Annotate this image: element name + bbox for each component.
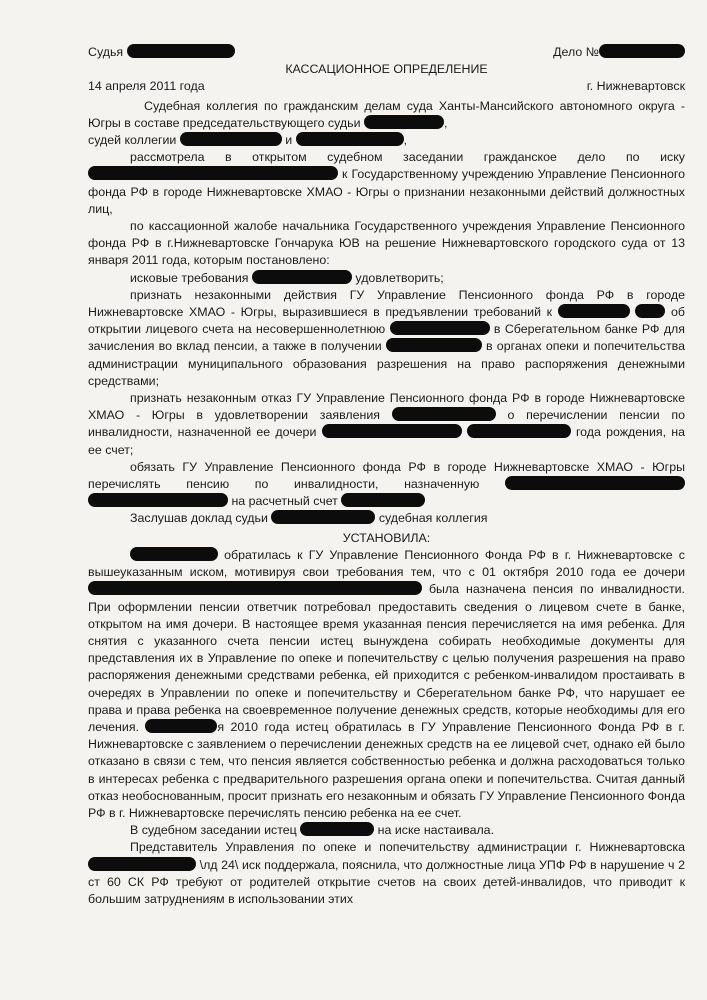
redacted-judge-2 bbox=[296, 132, 404, 146]
established-3-text: Представитель Управления по опеке и попечительству администрации г. Нижневартовска bbox=[130, 840, 685, 855]
redacted-child-name-2 bbox=[322, 424, 462, 438]
redacted-recipient bbox=[88, 493, 228, 507]
redacted-birth-date bbox=[467, 424, 571, 438]
redacted-chair-name bbox=[364, 115, 444, 129]
established-2-text: В судебном заседании истец bbox=[130, 823, 297, 838]
established-1-text: обратилась к ГУ Управление Пенсионного Фонда РФ в г. Нижневартовске с вышеуказанным иском, мотивируя свои требования тем, что с 01 октября 2010 года ее дочери bbox=[88, 547, 685, 580]
punct: , bbox=[443, 115, 448, 130]
ruling-1-text: признать незаконными действия ГУ Управление Пенсионного фонда РФ в городе Нижневартовске ХМАО - Югры, выразившиеся в предъявлении требований к bbox=[88, 287, 685, 320]
ruling-2-end: года рождения, на ее счет; bbox=[88, 425, 685, 457]
judges-and: и bbox=[285, 133, 293, 148]
claims-paragraph bbox=[88, 270, 685, 287]
ruling-3-text: обязать ГУ Управление Пенсионного фонда РФ в городе Нижневартовске ХМАО - Югры перечислять пенсию по инвалидности, назначенную bbox=[88, 459, 685, 492]
claims-text: исковые требования bbox=[130, 270, 249, 285]
redacted-name-a bbox=[558, 304, 630, 318]
punct: , bbox=[403, 133, 408, 148]
report-paragraph bbox=[88, 510, 685, 527]
claims-end: удовлетворить; bbox=[355, 270, 444, 285]
redacted-case-number bbox=[599, 44, 685, 58]
panel-judges bbox=[88, 132, 685, 149]
established-3-end: \лд 24\ иск поддержала, пояснила, что должностные лица УПФ РФ в нарушение ч 2 ст 60 СК РФ требуют от родителей открытие счетов на своих детей-инвалидов, что приводит к большим затруднениям в использовании этих bbox=[88, 857, 685, 906]
redacted-child-name-3 bbox=[505, 476, 685, 490]
redacted-judge-name bbox=[127, 44, 235, 58]
document-date: 14 апреля 2011 года bbox=[88, 79, 205, 94]
established-1-mid: была назначена пенсия по инвалидности. При оформлении пенсии ответчик потребовал предоставить сведения о лицевом счете в банке, открытом на имя дочери. В настоящее время указанная пенсия перечисляется на имя ребенка. Для снятия с указанного счета пенсии истец вынуждена собирать необходимые документы для представления их в Управление по опеке и попечительству с целью получения разрешения на право распоряжения денежными средствами ребенка, ей приходится с ребенком-инвалидом простаивать в очередях в Управлении по опеке и попечительству и Сберегательном банке РФ, что нарушает ее права и права ребенка на своевременное получение денежных средств, которые необходимы для его лечения. bbox=[88, 582, 685, 734]
case-line bbox=[553, 44, 685, 61]
panel-text: Судебная коллегия по гражданским делам суда Ханты-Мансийского автономного округа - Югры в составе председательствующего судьи bbox=[88, 98, 685, 130]
ruling-item-1 bbox=[88, 287, 685, 390]
redacted-date bbox=[145, 719, 217, 733]
redacted-account bbox=[341, 493, 425, 507]
redacted-name-c bbox=[386, 338, 482, 352]
redacted-plaintiff bbox=[88, 166, 338, 180]
ruling-3-end: на расчетный счет bbox=[231, 494, 338, 509]
report-text: Заслушав доклад судьи bbox=[130, 511, 268, 526]
hearing-text: рассмотрела в открытом судебном заседании гражданское дело по иску bbox=[130, 150, 685, 165]
document-city: г. Нижневартовск bbox=[586, 79, 685, 94]
redacted-plaintiff-4 bbox=[300, 822, 374, 836]
hearing-paragraph bbox=[88, 149, 685, 218]
judges-label: судей коллегии bbox=[88, 133, 177, 148]
report-end: судебная коллегия bbox=[378, 511, 488, 526]
established-paragraph-3 bbox=[88, 839, 685, 908]
ruling-2-text: признать незаконным отказ ГУ Управление Пенсионного фонда РФ в городе Нижневартовске ХМАО - Югры в удовлетворении заявления bbox=[88, 391, 685, 423]
judge-label: Судья bbox=[88, 45, 124, 59]
redacted-child-name bbox=[390, 321, 490, 335]
ruling-item-3 bbox=[88, 459, 685, 511]
appeal-paragraph: по кассационной жалобе начальника Государственного учреждения Управление Пенсионного фонда РФ в г.Нижневартовске Гончарука ЮВ на решение Нижневартовского городского суда от 13 января 2011 года, которым постановлено: bbox=[88, 219, 685, 268]
document-title: КАССАЦИОННОЕ ОПРЕДЕЛЕНИЕ bbox=[285, 62, 488, 77]
section-heading: УСТАНОВИЛА: bbox=[342, 530, 431, 545]
redacted-representative bbox=[88, 857, 196, 871]
case-label: Дело № bbox=[553, 45, 599, 59]
redacted-child-full bbox=[88, 581, 422, 595]
redacted-judge-1 bbox=[180, 132, 282, 146]
established-paragraph-1 bbox=[88, 547, 685, 822]
established-1-end: я 2010 года истец обратилась в ГУ Управление Пенсионного Фонда РФ в г. Нижневартовске с заявлением о перечислении денежных средств на ее лицевой счет, однако ей было отказано в связи с тем, что пенсия является собственностью ребенка и должна расходоваться только в интересах ребенка с предварительного разрешения органа опеки и попечительства. Считая данный отказ необоснованным, просит признать его незаконным и обязать ГУ Управление Пенсионного Фонда РФ в г. Нижневартовске перечислять пенсию ребенка на ее счет. bbox=[88, 719, 685, 820]
panel-composition bbox=[88, 98, 685, 132]
redacted-reporter bbox=[271, 510, 375, 524]
date-city-row bbox=[88, 78, 685, 95]
ruling-1-mid2: в Сберегательном банке РФ для зачисления во вклад пенсии, а также в получении bbox=[88, 322, 685, 354]
redacted-plaintiff-2 bbox=[252, 270, 352, 284]
header-row bbox=[88, 44, 685, 61]
ruling-1-mid: об открытии лицевого счета на несовершеннолетнюю bbox=[88, 305, 685, 337]
redacted-name-d bbox=[392, 407, 496, 421]
ruling-2-mid: о перечислении пенсии по инвалидности, назначенной ее дочери bbox=[88, 408, 685, 440]
established-2-end: на иске настаивала. bbox=[377, 823, 495, 838]
ruling-item-2 bbox=[88, 390, 685, 459]
redacted-plaintiff-3 bbox=[130, 547, 218, 561]
hearing-text-cont: к Государственному учреждению Управление Пенсионного фонда РФ в городе Нижневартовске ХМАО - Югры о признании незаконными действий должностных лиц, bbox=[88, 167, 685, 216]
established-paragraph-2 bbox=[88, 822, 685, 839]
judge-line bbox=[88, 44, 235, 61]
redacted-name-b bbox=[635, 304, 665, 318]
ruling-1-end: в органах опеки и попечительства администрации муниципального образования разрешения на право распоряжения денежными средствами; bbox=[88, 339, 685, 388]
